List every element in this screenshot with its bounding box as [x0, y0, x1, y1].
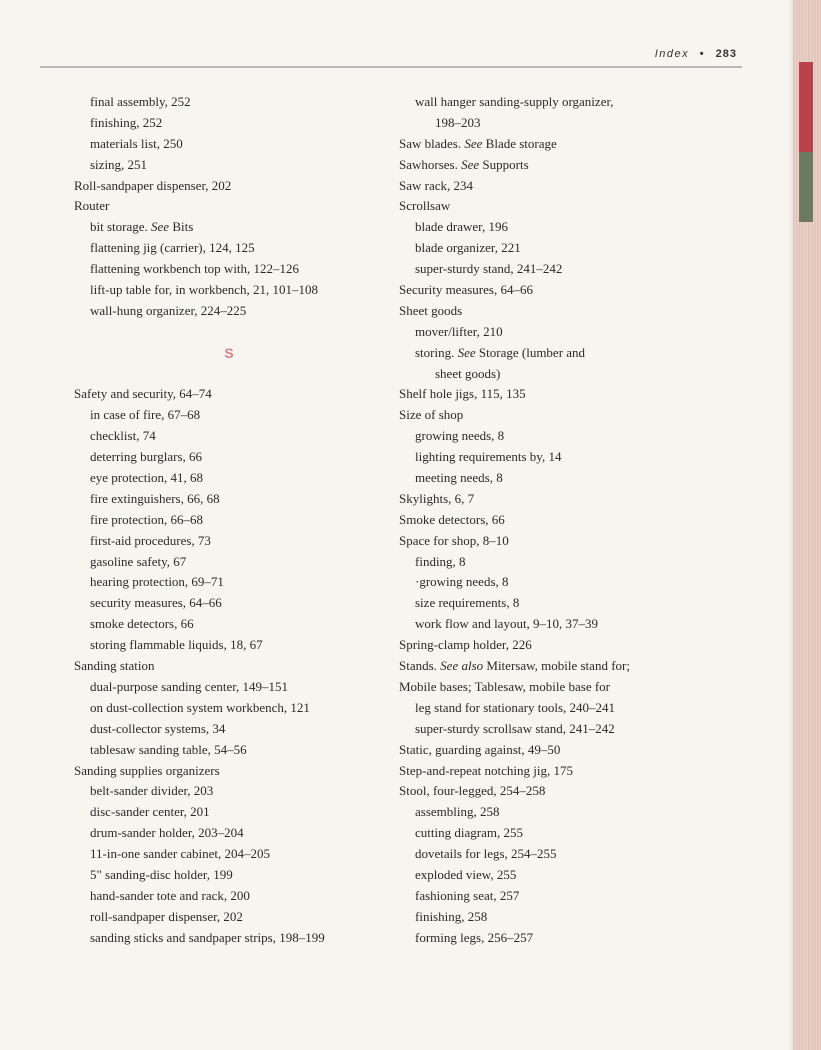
entry-text: deterring burglars, 66 [90, 449, 203, 465]
entry-text: size requirements, 8 [415, 595, 520, 611]
index-entry [399, 155, 719, 176]
index-entry [74, 656, 384, 677]
index-entry [399, 761, 719, 782]
index-subentry [399, 343, 719, 364]
entry-text: ·growing needs, 8 [415, 574, 509, 590]
see-target: Mitersaw, mobile stand for; [483, 658, 630, 674]
index-subentry [399, 364, 719, 385]
index-subentry [399, 552, 719, 573]
entry-text: forming legs, 256–257 [415, 929, 534, 945]
entry-text: materials list, 250 [90, 135, 183, 151]
entry-text: Spring-clamp holder, 226 [399, 637, 532, 653]
index-entry [399, 489, 719, 510]
entry-text: Router [74, 198, 110, 214]
entry-text: blade drawer, 196 [415, 219, 508, 235]
index-subentry [74, 677, 384, 698]
running-header [655, 48, 737, 60]
index-subentry [74, 802, 384, 823]
index-subentry [399, 865, 719, 886]
entry-text: Shelf hole jigs, 115, 135 [399, 386, 526, 402]
index-subentry [74, 238, 384, 259]
entry-text: cutting diagram, 255 [415, 825, 523, 841]
index-entry [399, 740, 719, 761]
index-subentry [74, 781, 384, 802]
index-entry [399, 134, 719, 155]
entry-text: Safety and security, 64–74 [74, 386, 212, 402]
index-subentry [399, 259, 719, 280]
page-gutter-shadow [787, 0, 793, 1050]
entry-text: flattening workbench top with, 122–126 [90, 261, 300, 277]
entry-text: fire extinguishers, 66, 68 [90, 490, 220, 506]
index-entry [399, 301, 719, 322]
see-reference: See also [440, 658, 484, 674]
index-subentry [74, 447, 384, 468]
index-column-right [399, 92, 719, 949]
entry-text: finishing, 252 [90, 114, 163, 130]
index-entry [399, 781, 719, 802]
index-subentry [399, 614, 719, 635]
entry-text: fashioning seat, 257 [415, 887, 520, 903]
entry-text: Space for shop, 8–10 [399, 532, 509, 548]
entry-text: Mobile bases; Tablesaw, mobile base for [399, 678, 611, 694]
entry-text: first-aid procedures, 73 [90, 532, 211, 548]
header-rule [40, 66, 742, 68]
see-target: Supports [479, 156, 529, 172]
entry-text: dovetails for legs, 254–255 [415, 846, 557, 862]
see-reference: See [461, 156, 480, 172]
index-subentry [74, 280, 384, 301]
entry-text: Saw rack, 234 [399, 177, 474, 193]
see-target: Storage (lumber and [475, 344, 586, 360]
entry-text: meeting needs, 8 [415, 470, 503, 486]
entry-text: 5" sanding-disc holder, 199 [90, 866, 233, 882]
index-subentry [399, 426, 719, 447]
index-subentry [74, 405, 384, 426]
entry-text: growing needs, 8 [415, 428, 505, 444]
entry-text: finishing, 258 [415, 908, 488, 924]
index-subentry [74, 719, 384, 740]
index-subentry [74, 614, 384, 635]
see-target: Bits [169, 219, 194, 235]
entry-text: Scrollsaw [399, 198, 451, 214]
index-column-left [74, 92, 384, 949]
index-entry [399, 510, 719, 531]
entry-text: Sanding station [74, 658, 155, 674]
letter-heading: S [224, 344, 234, 361]
index-subentry [399, 844, 719, 865]
index-subentry [399, 447, 719, 468]
entry-text: Smoke detectors, 66 [399, 511, 505, 527]
index-entry [74, 196, 384, 217]
entry-text: Roll-sandpaper dispenser, 202 [74, 177, 232, 193]
entry-text: on dust-collection system workbench, 121 [90, 699, 310, 715]
index-entry [74, 761, 384, 782]
entry-text: lighting requirements by, 14 [415, 449, 562, 465]
entry-text: final assembly, 252 [90, 94, 191, 109]
header-bullet: • [699, 48, 706, 60]
entry-text: super-sturdy stand, 241–242 [415, 261, 563, 277]
entry-text: Static, guarding against, 49–50 [399, 741, 561, 757]
index-subentry [399, 698, 719, 719]
entry-text: Stool, four-legged, 254–258 [399, 783, 546, 799]
index-subentry [74, 217, 384, 238]
see-reference: See [457, 344, 476, 360]
index-subentry [399, 886, 719, 907]
index-subentry [74, 886, 384, 907]
index-subentry [74, 844, 384, 865]
index-entry [74, 176, 384, 197]
entry-text: in case of fire, 67–68 [90, 407, 201, 423]
index-subentry [74, 552, 384, 573]
entry-text: Size of shop [399, 407, 464, 423]
entry-text: dual-purpose sanding center, 149–151 [90, 678, 289, 694]
entry-text: Sawhorses. [399, 156, 462, 172]
index-subentry [399, 92, 719, 113]
index-entry [399, 384, 719, 405]
entry-text: belt-sander divider, 203 [90, 783, 214, 799]
entry-text: hand-sander tote and rack, 200 [90, 887, 250, 903]
entry-text: gasoline safety, 67 [90, 553, 187, 569]
index-subentry [399, 907, 719, 928]
index-subentry [74, 92, 384, 113]
index-subentry [74, 928, 384, 949]
entry-text: Security measures, 64–66 [399, 282, 533, 298]
entry-text: flattening jig (carrier), 124, 125 [90, 240, 255, 256]
index-subentry [399, 823, 719, 844]
index-subentry [399, 238, 719, 259]
index-subentry [74, 134, 384, 155]
index-tab-red [799, 62, 813, 152]
entry-text: Sheet goods [399, 302, 463, 318]
index-entry [399, 405, 719, 426]
index-subentry [399, 113, 719, 134]
entry-text: leg stand for stationary tools, 240–241 [415, 699, 616, 715]
entry-text: checklist, 74 [90, 428, 156, 444]
index-entry [399, 656, 719, 677]
index-subentry [74, 823, 384, 844]
index-tab-olive [799, 152, 813, 222]
entry-text: Stands. [399, 658, 441, 674]
entry-text: mover/lifter, 210 [415, 323, 503, 339]
index-subentry [74, 510, 384, 531]
header-title: Index [654, 48, 690, 60]
entry-text: wall-hung organizer, 224–225 [90, 302, 247, 318]
entry-text: sheet goods) [435, 365, 501, 381]
page-number: 283 [715, 48, 737, 60]
spacer [74, 364, 384, 385]
index-subentry [399, 802, 719, 823]
entry-text: hearing protection, 69–71 [90, 574, 224, 590]
index-subentry [74, 907, 384, 928]
entry-text: super-sturdy scrollsaw stand, 241–242 [415, 720, 615, 736]
entry-text: Step-and-repeat notching jig, 175 [399, 762, 574, 778]
entry-text: security measures, 64–66 [90, 595, 222, 611]
index-subentry [74, 113, 384, 134]
entry-text: roll-sandpaper dispenser, 202 [90, 908, 243, 924]
index-entry [399, 176, 719, 197]
index-entry [399, 280, 719, 301]
entry-text: work flow and layout, 9–10, 37–39 [415, 616, 599, 632]
index-subentry [74, 531, 384, 552]
spacer [74, 322, 384, 343]
index-subentry [74, 572, 384, 593]
index-entry [399, 635, 719, 656]
entry-text: dust-collector systems, 34 [90, 720, 226, 736]
index-subentry [399, 719, 719, 740]
entry-text: smoke detectors, 66 [90, 616, 194, 632]
index-subentry [74, 865, 384, 886]
index-subentry [74, 155, 384, 176]
index-subentry [74, 593, 384, 614]
entry-text: lift-up table for, in workbench, 21, 101–108 [90, 282, 319, 298]
index-subentry [74, 468, 384, 489]
entry-text: 11-in-one sander cabinet, 204–205 [90, 846, 271, 862]
index-subentry [74, 698, 384, 719]
entry-text: storing. [415, 344, 458, 360]
entry-text: drum-sander holder, 203–204 [90, 825, 244, 841]
index-subentry [74, 635, 384, 656]
entry-text: eye protection, 41, 68 [90, 470, 203, 486]
index-subentry [399, 217, 719, 238]
index-entry [399, 677, 719, 698]
entry-text: fire protection, 66–68 [90, 511, 203, 527]
index-subentry [399, 593, 719, 614]
index-subentry [74, 426, 384, 447]
entry-text: sizing, 251 [90, 156, 148, 172]
entry-text: disc-sander center, 201 [90, 804, 210, 820]
index-entry [399, 196, 719, 217]
index-subentry [399, 572, 719, 593]
index-subentry [74, 489, 384, 510]
see-target: Blade storage [482, 135, 557, 151]
entry-text: Skylights, 6, 7 [399, 490, 475, 506]
entry-text: bit storage. [90, 219, 152, 235]
see-reference: See [151, 219, 170, 235]
entry-text: 198–203 [435, 114, 481, 130]
index-subentry [399, 468, 719, 489]
entry-text: sanding sticks and sandpaper strips, 198–199 [90, 929, 325, 945]
entry-text: blade organizer, 221 [415, 240, 521, 256]
index-entry [74, 384, 384, 405]
entry-text: wall hanger sanding-supply organizer, [415, 94, 614, 109]
entry-text: finding, 8 [415, 553, 466, 569]
index-entry [399, 531, 719, 552]
entry-text: Saw blades. [399, 135, 465, 151]
entry-text: storing flammable liquids, 18, 67 [90, 637, 263, 653]
entry-text: exploded view, 255 [415, 866, 517, 882]
index-subentry [399, 322, 719, 343]
see-reference: See [464, 135, 483, 151]
index-subentry [74, 740, 384, 761]
entry-text: Sanding supplies organizers [74, 762, 220, 778]
entry-text: assembling, 258 [415, 804, 500, 820]
entry-text: tablesaw sanding table, 54–56 [90, 741, 247, 757]
index-subentry [399, 928, 719, 949]
index-subentry [74, 259, 384, 280]
index-subentry [74, 301, 384, 322]
